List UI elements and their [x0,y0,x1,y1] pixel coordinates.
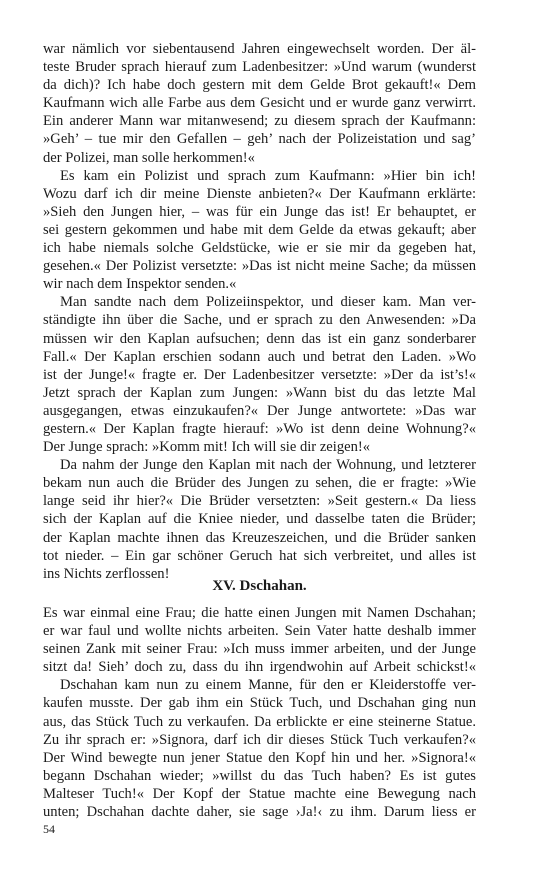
text-line: ich habe niemals solche Geldstücke, wie er sie mir da gegeben hat, [43,240,476,257]
text-line: war nämlich vor siebentausend Jahren eingewechselt worden. Der äl- [43,41,476,57]
text-line: er war faul und wollte nichts arbeiten. Sein Vater hatte deshalb immer [43,623,476,640]
text-line: Jetzt sprach der Kaplan zum Jungen: »Wann bist du das letzte Mal [43,384,476,401]
text-line: unten; Dschahan dachte daher, sie sage ›Ja!‹ zu ihm. Darum liess er [43,804,476,821]
text-block-upper [43,40,476,583]
text-line: der Kaplan machte ihnen das Kreuzeszeichen, und die Brüder sanken [43,529,476,546]
text-block-lower [43,604,476,821]
text-line: Der Junge sprach: »Komm mit! Ich will sie dir zeigen!« [43,439,371,456]
text-line: seinen Zank mit seiner Frau: »Ich muss immer arbeiten, und der Junge [43,641,476,658]
text-line: teste Bruder sprach hierauf zum Ladenbesitzer: »Und warum (wunderst [43,59,476,76]
paragraph [43,167,476,294]
text-line: ständigte ihn über die Sache, und er sprach zu den Anwesenden: »Da [43,312,476,329]
text-line: Der Wind bewegte nun jener Statue den Kopf hin und her. »Signora!« [43,749,476,766]
text-line: ausgegangen, etwas einzukaufen?« Der Junge antwortete: »Das war [43,402,476,419]
text-line: da dich)? Ich habe doch gestern mit dem Gelde Brot gekauft!« Dem [43,77,476,94]
text-line: Zu ihr sprach er: »Signora, darf ich dir dieses Stück Tuch verkaufen?« [43,731,476,748]
text-line: Man sandte nach dem Polizeiinspektor, und dieser kam. Man ver- [60,294,476,311]
paragraph [43,456,476,583]
text-line: Fall.« Der Kaplan erschien sodann auch und betrat den Laden. »Wo [43,348,476,365]
text-line: sich der Kaplan auf die Kniee nieder, und dasselbe taten die Brüder; [43,511,476,528]
text-line: »Geh’ – tue mir den Gefallen – geh’ nach der Polizeistation und sag’ [43,131,476,148]
text-line: Kaufmann wich alle Farbe aus dem Gesicht und er wurde ganz verwirrt. [43,95,476,112]
paragraph [43,676,476,821]
text-line: »Sieh den Jungen hier, – was für ein Junge das ist! Er behauptet, er [43,203,476,220]
text-line: wir nach dem Inspektor senden.« [43,276,237,293]
text-line: sitzt da! Sieh’ doch zu, dass du ihn irgendwohin auf Arbeit schickst!« [43,659,476,676]
text-line: lange seid ihr hier?« Die Brüder versetzten: »Seit gestern.« Da liess [43,493,476,510]
paragraph [43,40,476,167]
text-line: Da nahm der Junge den Kaplan mit nach der Wohnung, und letzterer [60,457,476,474]
text-line: ins Nichts zerflossen! [43,565,170,582]
text-line: der Polizei, man solle herkommen!« [43,149,255,166]
text-line: müssen wir den Kaplan aufsuchen; denn das ist ein ganz sonderbarer [43,330,476,347]
text-line: gesehen.« Der Polizist versetzte: »Das ist nicht meine Sache; da müssen [43,258,476,275]
text-line: tot nieder. – Ein gar schöner Geruch hat sich verbreitet, und alles ist [43,547,476,564]
text-line: Es war einmal eine Frau; die hatte einen Jungen mit Namen Dschahan; [43,605,476,621]
paragraph [43,604,476,676]
text-line: bekam nun auch die Brüder des Jungen zu sehen, die er fragte: »Wie [43,475,476,492]
text-line: aus, das Stück Tuch zu verkaufen. Da erblickte er eine steinerne Statue. [43,713,476,730]
text-line: gestern.« Der Kaplan fragte hierauf: »Wo ist denn deine Wohnung?« [43,420,476,437]
paragraph [43,293,476,456]
text-line: Ein anderer Mann war mitanwesend; zu diesem sprach der Kaufmann: [43,113,476,130]
text-line: ist der Junge!« fragte er. Der Ladenbesitzer versetzte: »Der da ist’s!« [43,366,476,383]
page-number: 54 [43,822,55,836]
chapter-heading: XV. Dschahan. [212,578,307,594]
text-line: Dschahan kam nun zu einem Manne, für den er Kleiderstoffe ver- [60,677,476,694]
text-line: Es kam ein Polizist und sprach zum Kaufmann: »Hier bin ich! [60,167,476,184]
text-line: Malteser Tuch!« Der Kopf der Statue machte eine Bewegung nach [43,785,476,802]
text-line: begann Dschahan wieder; »willst du das Tuch haben? Es ist gutes [43,767,476,784]
text-line: kaufen musste. Der gab ihm ein Stück Tuch, und Dschahan ging nun [43,695,476,712]
text-line: sei gestern gekommen und habe mit dem Gelde da etwas gekauft; aber [43,221,476,238]
text-line: Wozu darf ich dir meine Dienste anbieten?« Der Kaufmann erklärte: [43,185,476,202]
